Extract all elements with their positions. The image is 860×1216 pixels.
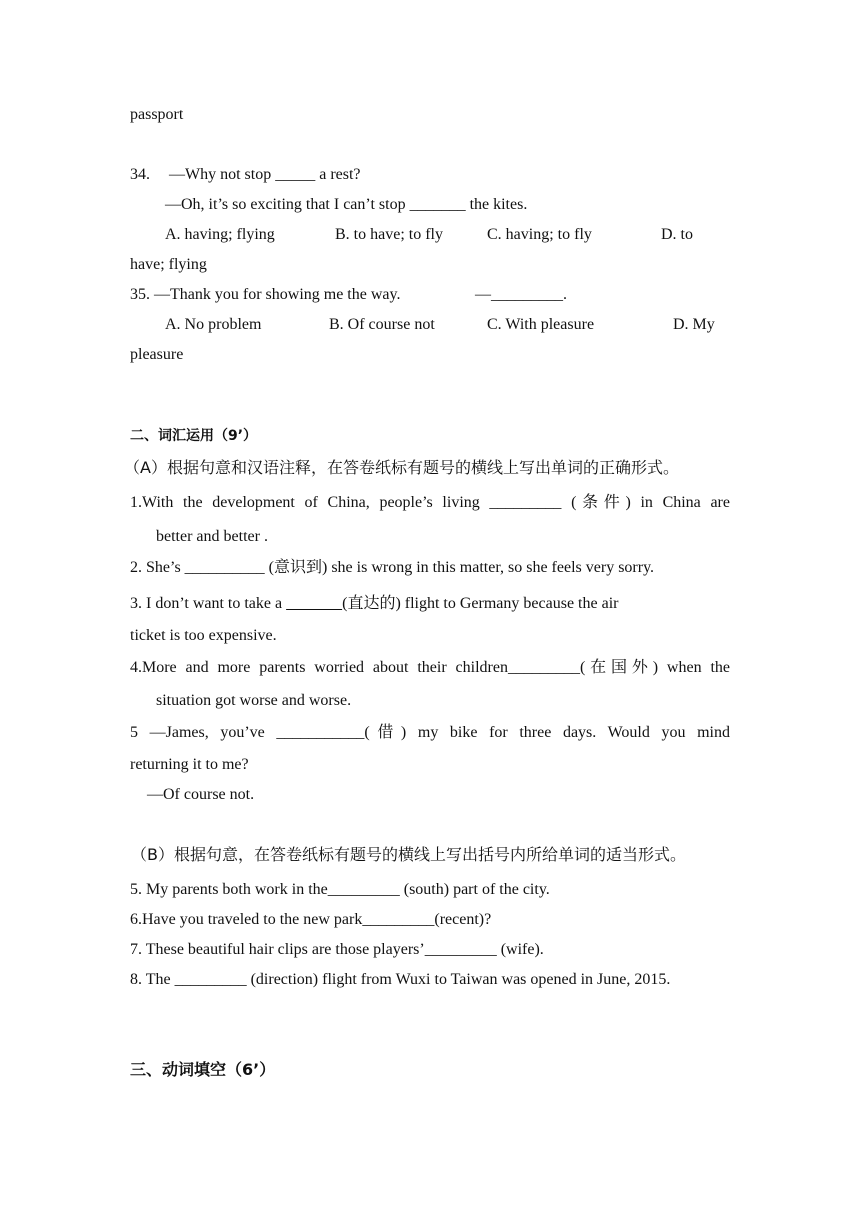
q35-option-d: D. My (673, 316, 715, 333)
q35-option-c: C. With pleasure (487, 316, 595, 333)
q35-option-d-wrap: pleasure (130, 346, 184, 363)
q34-number: 34. (130, 166, 150, 183)
section2-part-b-instruction: （B）根据句意，在答卷纸标有题号的横线上写出括号内所给单词的适当形式。 (131, 845, 686, 864)
q35-reply: —_________. (475, 286, 567, 303)
vocab-a3-pre: 3. I don’t want to take a (130, 595, 287, 612)
vocab-a1-line2: better and better . (156, 528, 268, 545)
vocab-a3-post: (直达的) flight to Germany because the air (342, 595, 619, 612)
q34-option-b: B. to have; to fly (335, 226, 443, 243)
vocab-a5-line3: —Of course not. (147, 786, 255, 803)
section3-heading: 三、动词填空（6’） (130, 1060, 276, 1079)
vocab-a4-line1 (130, 658, 730, 678)
vocab-a1-line1 (130, 493, 730, 513)
vocab-a4-line2: situation got worse and worse. (156, 692, 352, 709)
vocab-b8: 8. The _________ (direction) flight from Wuxi to Taiwan was opened in June, 2015. (130, 971, 671, 988)
vocab-a3-blank (286, 595, 342, 612)
section2-heading: 二、词汇运用（9’） (130, 428, 258, 444)
section2-part-a-instruction: （A）根据句意和汉语注释，在答卷纸标有题号的横线上写出单词的正确形式。 (124, 458, 679, 477)
vocab-a4-text: 4.More and more parents worried about their children_________(在国外) when the (130, 659, 730, 676)
vocab-b6: 6.Have you traveled to the new park_________(recent)? (130, 911, 492, 928)
vocab-a3-line2: ticket is too expensive. (130, 627, 277, 644)
vocab-a1-text: 1.With the development of China, people’s living _________ (条件) in China are (130, 494, 730, 511)
vocab-a5-line1 (130, 723, 730, 743)
q34-option-d: D. to (661, 226, 693, 243)
passport-word: passport (130, 106, 184, 123)
q35-option-a: A. No problem (165, 316, 262, 333)
vocab-a2: 2. She’s __________ (意识到) she is wrong in this matter, so she feels very sorry. (130, 559, 655, 576)
q34-option-c: C. having; to fly (487, 226, 592, 243)
vocab-a5-text: 5 —James, you’ve ___________(借) my bike for three days. Would you mind (130, 724, 730, 741)
vocab-b5: 5. My parents both work in the_________ (south) part of the city. (130, 881, 550, 898)
vocab-a5-line2: returning it to me? (130, 756, 249, 773)
vocab-a3-line1 (130, 594, 730, 614)
q34-option-a: A. having; flying (165, 226, 275, 243)
q35-line1: 35. —Thank you for showing me the way. (130, 286, 401, 303)
q34-line1: —Why not stop _____ a rest? (169, 166, 361, 183)
q34-option-d-wrap: have; flying (130, 256, 207, 273)
q35-option-b: B. Of course not (329, 316, 435, 333)
vocab-b7: 7. These beautiful hair clips are those players’_________ (wife). (130, 941, 544, 958)
q34-line2: —Oh, it’s so exciting that I can’t stop _______ the kites. (165, 196, 528, 213)
